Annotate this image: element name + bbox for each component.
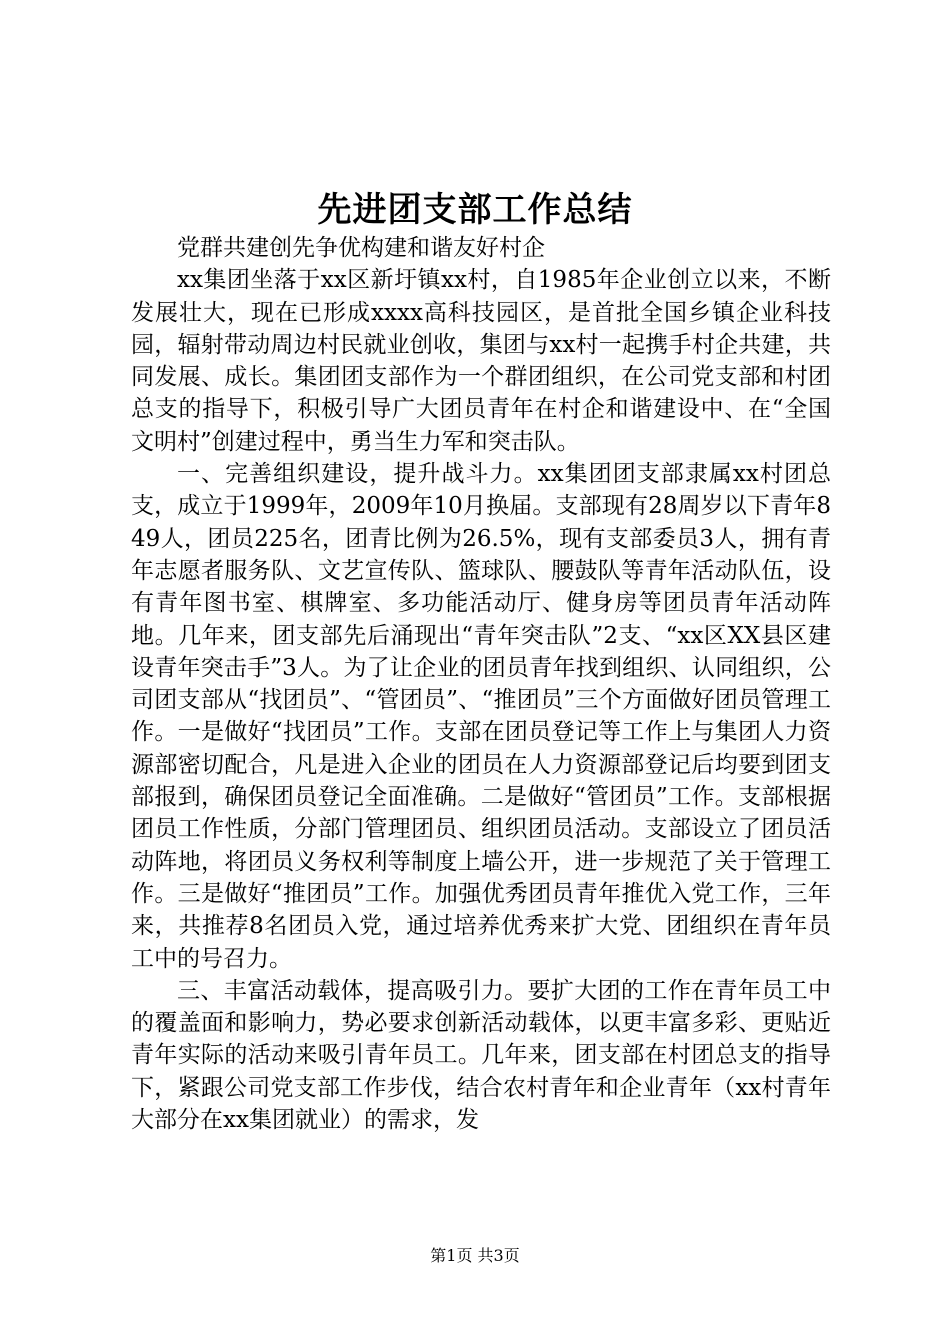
subtitle-paragraph: 党群共建创先争优构建和谐友好村企 xyxy=(177,235,545,261)
section-one-paragraph: 一、完善组织建设，提升战斗力。xx集团团支部隶属xx村团总支，成立于1999年，2009年10月换届。支部现有28周岁以下青年849人，团员225名，团青比例为26.5%，现有支部委员3人，拥有青年志愿者服务队、文艺宣传队、篮球队、腰鼓队等青年活动队伍，设有青年图书室、棋牌室、多功能活动厅、健身房等团员青年活动阵地。几年来，团支部先后涌现出“青年突击队”2支、“xx区XX县区建设青年突击手”3人。为了让企业的团员青年找到组织、认同组织，公司团支部从“找团员”、“管团员”、“推团员”三个方面做好团员管理工作。一是做好“找团员”工作。支部在团员登记等工作上与集团人力资源部密切配合，凡是进入企业的团员在人力资源部登记后均要到团支部报到，确保团员登记全面准确。二是做好“管团员”工作。支部根据团员工作性质，分部门管理团员、组织团员活动。支部设立了团员活动阵地，将团员义务权利等制度上墙公开，进一步规范了关于管理工作。三是做好“推团员”工作。加强优秀团员青年推优入党工作，三年来，共推荐8名团员入党，通过培养优秀来扩大党、团组织在青年员工中的号召力。 xyxy=(131,461,831,972)
document-title: 先进团支部工作总结 xyxy=(317,190,633,230)
section-three-paragraph: 三、丰富活动载体，提高吸引力。要扩大团的工作在青年员工中的覆盖面和影响力，势必要求创新活动载体，以更丰富多彩、更贴近青年实际的活动来吸引青年员工。几年来，团支部在村团总支的指导下，紧跟公司党支部工作步伐，结合农村青年和企业青年（xx村青年大部分在xx集团就业）的需求，发 xyxy=(131,977,831,1134)
page-number-footer: 第1页 共3页 xyxy=(430,1246,520,1265)
intro-paragraph: xx集团坐落于xx区新圩镇xx村，自1985年企业创立以来，不断发展壮大，现在已形成xxxx高科技园区，是首批全国乡镇企业科技园，辐射带动周边村民就业创收，集团与xx村一起携手村企共建，共同发展、成长。集团团支部作为一个群团组织，在公司党支部和村团总支的指导下，积极引导广大团员青年在村企和谐建设中、在“全国文明村”创建过程中，勇当生力军和突击队。 xyxy=(131,267,831,455)
document-body xyxy=(131,232,831,1136)
